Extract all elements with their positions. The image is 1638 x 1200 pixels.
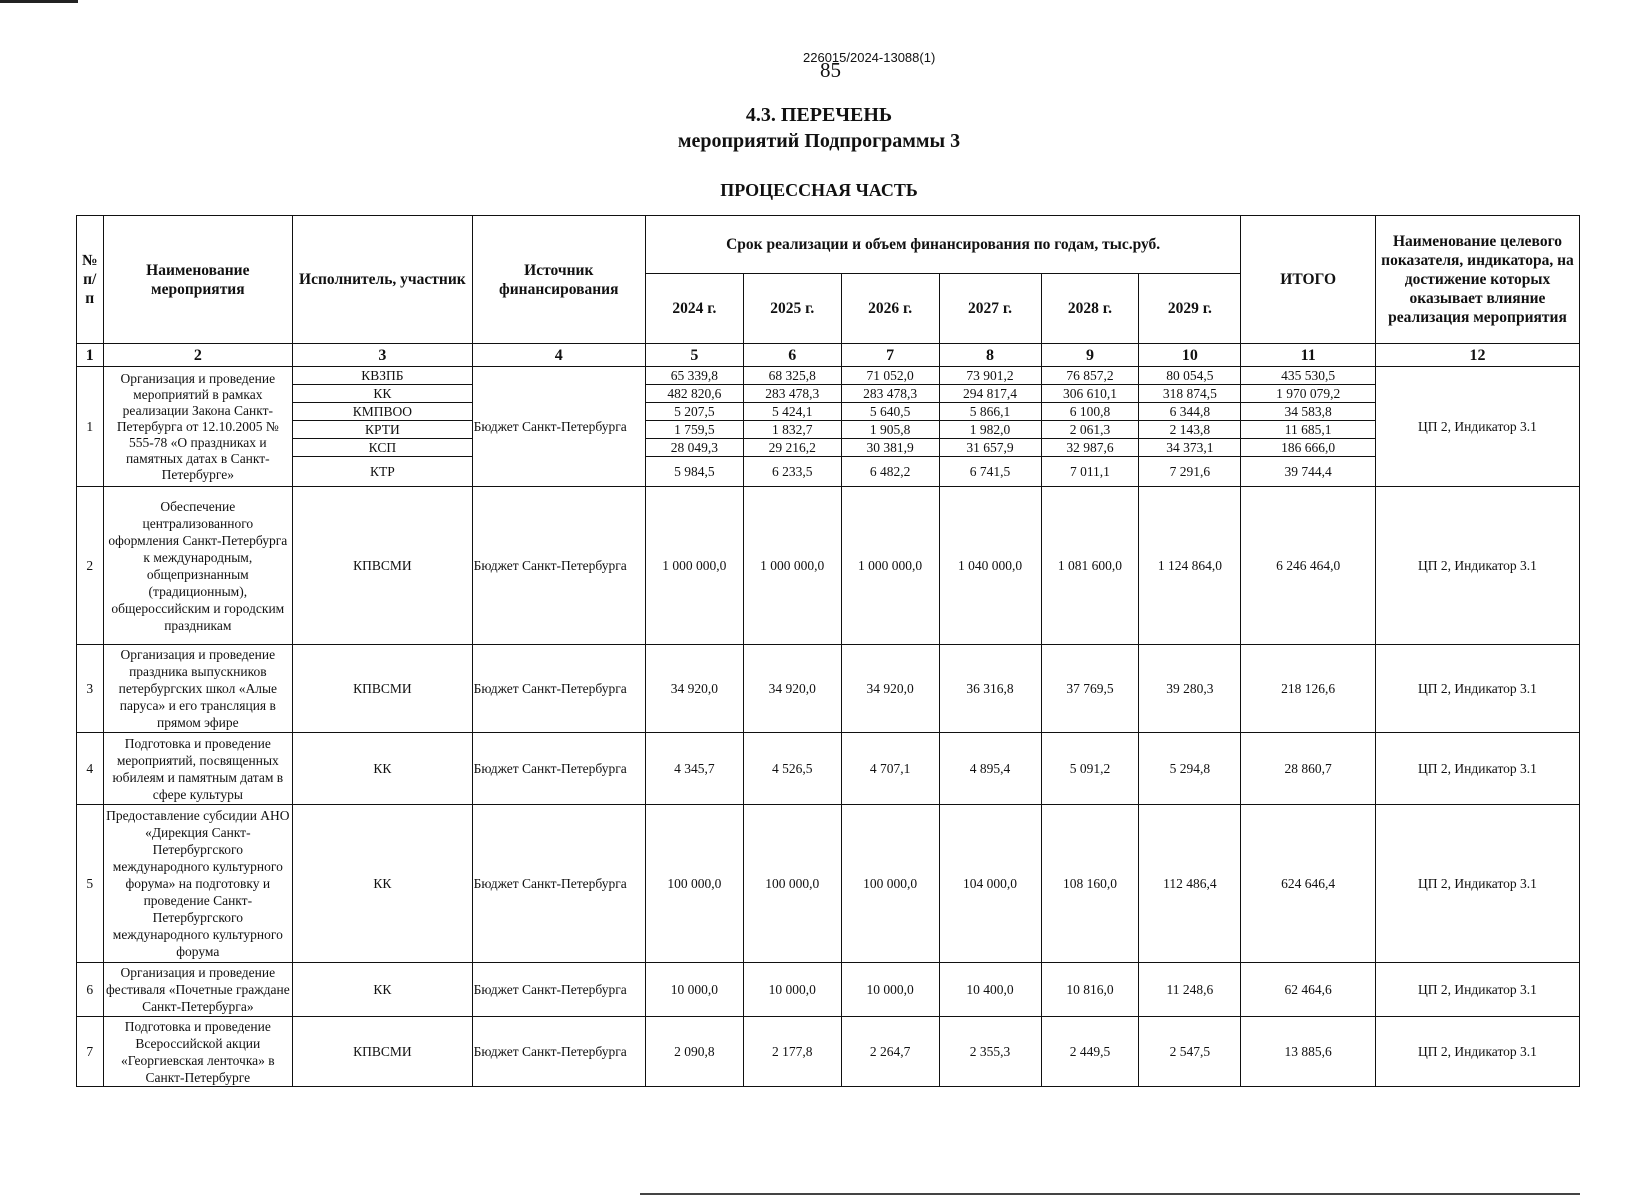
total-cell: 218 126,6 <box>1241 645 1376 733</box>
value-cell: 2 061,3 <box>1041 421 1139 439</box>
value-cell: 32 987,6 <box>1041 439 1139 457</box>
executor: КВЗПБ <box>293 367 472 385</box>
row-num: 1 <box>77 367 104 487</box>
value-cell: 7 291,6 <box>1139 457 1241 487</box>
value-cell: 482 820,6 <box>645 385 743 403</box>
executor: КСП <box>293 439 472 457</box>
activity-name: Подготовка и проведение Всероссийской акции «Георгиевская ленточка» в Санкт-Петербурге <box>103 1017 293 1087</box>
value-cell: 76 857,2 <box>1041 367 1139 385</box>
executor: КК <box>293 805 472 963</box>
value-cell: 1 040 000,0 <box>939 487 1041 645</box>
value-cell: 1 000 000,0 <box>743 487 841 645</box>
top-rule <box>0 0 78 3</box>
col-number: 5 <box>645 344 743 367</box>
col-number: 1 <box>77 344 104 367</box>
col-header-year: 2029 г. <box>1139 274 1241 344</box>
table-row <box>77 385 1580 403</box>
value-cell: 10 000,0 <box>743 963 841 1017</box>
col-number: 4 <box>472 344 645 367</box>
row-num: 6 <box>77 963 104 1017</box>
value-cell: 34 920,0 <box>841 645 939 733</box>
value-cell: 10 000,0 <box>841 963 939 1017</box>
col-number: 6 <box>743 344 841 367</box>
value-cell: 2 177,8 <box>743 1017 841 1087</box>
value-cell: 4 895,4 <box>939 733 1041 805</box>
value-cell: 112 486,4 <box>1139 805 1241 963</box>
value-cell: 1 905,8 <box>841 421 939 439</box>
col-header-year: 2024 г. <box>645 274 743 344</box>
executor: КК <box>293 733 472 805</box>
value-cell: 31 657,9 <box>939 439 1041 457</box>
value-cell: 6 344,8 <box>1139 403 1241 421</box>
col-number: 11 <box>1241 344 1376 367</box>
activity-name: Подготовка и проведение мероприятий, посвященных юбилеям и памятным датам в сфере культуры <box>103 733 293 805</box>
executor: КРТИ <box>293 421 472 439</box>
col-header-year: 2027 г. <box>939 274 1041 344</box>
value-cell: 39 280,3 <box>1139 645 1241 733</box>
value-cell: 104 000,0 <box>939 805 1041 963</box>
total-cell: 186 666,0 <box>1241 439 1376 457</box>
total-cell: 39 744,4 <box>1241 457 1376 487</box>
value-cell: 10 816,0 <box>1041 963 1139 1017</box>
col-number: 3 <box>293 344 472 367</box>
value-cell: 65 339,8 <box>645 367 743 385</box>
value-cell: 283 478,3 <box>841 385 939 403</box>
executor: КТР <box>293 457 472 487</box>
value-cell: 1 081 600,0 <box>1041 487 1139 645</box>
value-cell: 30 381,9 <box>841 439 939 457</box>
total-cell: 1 970 079,2 <box>1241 385 1376 403</box>
value-cell: 10 000,0 <box>645 963 743 1017</box>
col-number: 2 <box>103 344 293 367</box>
col-header-source: Источник финансирования <box>472 216 645 344</box>
funding-source: Бюджет Санкт-Петербурга <box>472 487 645 645</box>
value-cell: 68 325,8 <box>743 367 841 385</box>
col-number: 10 <box>1139 344 1241 367</box>
value-cell: 4 526,5 <box>743 733 841 805</box>
value-cell: 294 817,4 <box>939 385 1041 403</box>
funding-source: Бюджет Санкт-Петербурга <box>472 805 645 963</box>
target-indicator: ЦП 2, Индикатор 3.1 <box>1375 733 1579 805</box>
total-cell: 624 646,4 <box>1241 805 1376 963</box>
col-header-year: 2025 г. <box>743 274 841 344</box>
target-indicator: ЦП 2, Индикатор 3.1 <box>1375 367 1579 487</box>
table-row <box>77 1017 1580 1087</box>
target-indicator: ЦП 2, Индикатор 3.1 <box>1375 487 1579 645</box>
col-header-executor: Исполнитель, участник <box>293 216 472 344</box>
total-cell: 13 885,6 <box>1241 1017 1376 1087</box>
table-row <box>77 421 1580 439</box>
funding-source: Бюджет Санкт-Петербурга <box>472 963 645 1017</box>
funding-source: Бюджет Санкт-Петербурга <box>472 645 645 733</box>
row-num: 7 <box>77 1017 104 1087</box>
value-cell: 4 707,1 <box>841 733 939 805</box>
total-cell: 6 246 464,0 <box>1241 487 1376 645</box>
value-cell: 7 011,1 <box>1041 457 1139 487</box>
activity-name: Обеспечение централизованного оформления Санкт-Петербурга к международным, общепризнанным (традиционным), общероссийским и городским праздникам <box>103 487 293 645</box>
value-cell: 73 901,2 <box>939 367 1041 385</box>
table-row <box>77 457 1580 487</box>
executor: КМПВОО <box>293 403 472 421</box>
total-cell: 34 583,8 <box>1241 403 1376 421</box>
col-header-year: 2028 г. <box>1041 274 1139 344</box>
executor: КПВСМИ <box>293 487 472 645</box>
table-row <box>77 403 1580 421</box>
table-row <box>77 645 1580 733</box>
page-number: 85 <box>820 58 841 82</box>
total-cell: 28 860,7 <box>1241 733 1376 805</box>
row-num: 2 <box>77 487 104 645</box>
activity-name: Организация и проведение мероприятий в рамках реализации Закона Санкт-Петербурга от 12.10.2005 № 555-78 «О праздниках и памятных датах в Санкт-Петербурге» <box>103 367 293 487</box>
value-cell: 28 049,3 <box>645 439 743 457</box>
value-cell: 34 373,1 <box>1139 439 1241 457</box>
value-cell: 6 233,5 <box>743 457 841 487</box>
activity-name: Предоставление субсидии АНО «Дирекция Санкт-Петербургского международного культурного форума» на подготовку и проведение Санкт-Петербургского международного культурного форума <box>103 805 293 963</box>
value-cell: 1 124 864,0 <box>1139 487 1241 645</box>
document-number: 226015/2024-13088(1) <box>803 50 936 65</box>
value-cell: 1 000 000,0 <box>841 487 939 645</box>
funding-source: Бюджет Санкт-Петербурга <box>472 733 645 805</box>
activities-table <box>76 215 1580 1087</box>
value-cell: 2 090,8 <box>645 1017 743 1087</box>
col-header-num: № п/п <box>77 216 104 344</box>
value-cell: 1 982,0 <box>939 421 1041 439</box>
executor: КК <box>293 385 472 403</box>
total-cell: 11 685,1 <box>1241 421 1376 439</box>
section-title: ПРОЦЕССНАЯ ЧАСТЬ <box>720 180 918 200</box>
table-row <box>77 963 1580 1017</box>
value-cell: 36 316,8 <box>939 645 1041 733</box>
value-cell: 1 000 000,0 <box>645 487 743 645</box>
col-header-target: Наименование целевого показателя, индикатора, на достижение которых оказывает влияние реализация мероприятия <box>1375 216 1579 344</box>
table-row <box>77 733 1580 805</box>
value-cell: 283 478,3 <box>743 385 841 403</box>
value-cell: 306 610,1 <box>1041 385 1139 403</box>
col-number: 8 <box>939 344 1041 367</box>
value-cell: 5 424,1 <box>743 403 841 421</box>
col-number: 7 <box>841 344 939 367</box>
executor: КПВСМИ <box>293 645 472 733</box>
table-row <box>77 805 1580 963</box>
value-cell: 2 547,5 <box>1139 1017 1241 1087</box>
value-cell: 1 759,5 <box>645 421 743 439</box>
funding-source: Бюджет Санкт-Петербурга <box>472 367 645 487</box>
row-num: 4 <box>77 733 104 805</box>
value-cell: 108 160,0 <box>1041 805 1139 963</box>
value-cell: 2 143,8 <box>1139 421 1241 439</box>
value-cell: 5 091,2 <box>1041 733 1139 805</box>
row-num: 3 <box>77 645 104 733</box>
value-cell: 71 052,0 <box>841 367 939 385</box>
value-cell: 6 482,2 <box>841 457 939 487</box>
total-cell: 435 530,5 <box>1241 367 1376 385</box>
value-cell: 29 216,2 <box>743 439 841 457</box>
value-cell: 1 832,7 <box>743 421 841 439</box>
executor: КПВСМИ <box>293 1017 472 1087</box>
value-cell: 2 449,5 <box>1041 1017 1139 1087</box>
value-cell: 37 769,5 <box>1041 645 1139 733</box>
col-number: 9 <box>1041 344 1139 367</box>
value-cell: 100 000,0 <box>743 805 841 963</box>
value-cell: 6 741,5 <box>939 457 1041 487</box>
value-cell: 5 294,8 <box>1139 733 1241 805</box>
value-cell: 11 248,6 <box>1139 963 1241 1017</box>
document-subtitle: мероприятий Подпрограммы 3 <box>677 130 961 152</box>
table-row <box>77 439 1580 457</box>
value-cell: 5 640,5 <box>841 403 939 421</box>
table-row <box>77 367 1580 385</box>
col-header-period: Срок реализации и объем финансирования по годам, тыс.руб. <box>645 216 1240 274</box>
value-cell: 2 355,3 <box>939 1017 1041 1087</box>
executor: КК <box>293 963 472 1017</box>
value-cell: 318 874,5 <box>1139 385 1241 403</box>
value-cell: 5 207,5 <box>645 403 743 421</box>
value-cell: 34 920,0 <box>743 645 841 733</box>
value-cell: 4 345,7 <box>645 733 743 805</box>
value-cell: 34 920,0 <box>645 645 743 733</box>
activity-name: Организация и проведение фестиваля «Почетные граждане Санкт-Петербурга» <box>103 963 293 1017</box>
value-cell: 6 100,8 <box>1041 403 1139 421</box>
value-cell: 100 000,0 <box>645 805 743 963</box>
total-cell: 62 464,6 <box>1241 963 1376 1017</box>
value-cell: 10 400,0 <box>939 963 1041 1017</box>
document-title: 4.3. ПЕРЕЧЕНЬ <box>745 104 893 126</box>
table-row <box>77 487 1580 645</box>
value-cell: 80 054,5 <box>1139 367 1241 385</box>
bottom-rule <box>640 1193 1580 1195</box>
target-indicator: ЦП 2, Индикатор 3.1 <box>1375 645 1579 733</box>
target-indicator: ЦП 2, Индикатор 3.1 <box>1375 963 1579 1017</box>
funding-source: Бюджет Санкт-Петербурга <box>472 1017 645 1087</box>
activity-name: Организация и проведение праздника выпускников петербургских школ «Алые паруса» и его трансляция в прямом эфире <box>103 645 293 733</box>
col-header-total: ИТОГО <box>1241 216 1376 344</box>
target-indicator: ЦП 2, Индикатор 3.1 <box>1375 1017 1579 1087</box>
value-cell: 2 264,7 <box>841 1017 939 1087</box>
col-header-year: 2026 г. <box>841 274 939 344</box>
row-num: 5 <box>77 805 104 963</box>
col-header-name: Наименование мероприятия <box>103 216 293 344</box>
col-number: 12 <box>1375 344 1579 367</box>
target-indicator: ЦП 2, Индикатор 3.1 <box>1375 805 1579 963</box>
value-cell: 5 984,5 <box>645 457 743 487</box>
value-cell: 100 000,0 <box>841 805 939 963</box>
value-cell: 5 866,1 <box>939 403 1041 421</box>
